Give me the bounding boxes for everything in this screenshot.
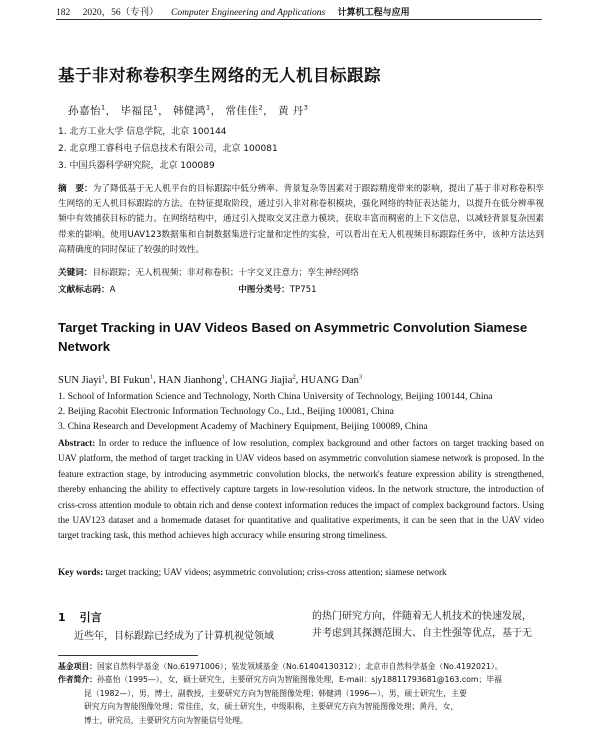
- doc-code-value: A: [109, 285, 116, 295]
- running-header: [56, 4, 410, 18]
- journal-name-zh: 计算机工程与应用: [337, 8, 410, 18]
- abstract-en: [58, 436, 544, 544]
- section-heading: [58, 609, 102, 625]
- affiliation-en: 2. Beijing Racobit Electronic Information Technology Co., Ltd., Beijing 100081, China: [58, 406, 394, 417]
- section-title: 引言: [79, 611, 102, 624]
- author-zh: 孙嘉怡$^1$: [68, 103, 106, 117]
- bio-line: 博士，研究员，主要研究方向为智能信号处理。: [84, 715, 248, 725]
- author-en: BI Fukun$^1$: [109, 373, 154, 386]
- author-zh: 常佳佳$^2$: [225, 103, 264, 117]
- abstract-zh-label: 摘 要：: [58, 184, 93, 194]
- clc-label: 中图分类号：: [238, 285, 290, 295]
- keywords-en: [58, 567, 447, 577]
- page-number: 182: [56, 8, 71, 18]
- author-zh: 韩健鸿$^1$: [172, 103, 211, 117]
- journal-volume: 2020，56（专刊）: [82, 8, 159, 18]
- abstract-zh-text: 为了降低基于无人机平台的目标跟踪中低分辨率、背景复杂等因素对于跟踪精度带来的影响，提出了基于非对称卷积孪生网络的无人机目标跟踪的方法。在特征提取阶段，通过引入非对称卷积模块，强化网络的特征表达能力，以提升在低分辨率视频中有效捕获目标的能力。在网络结构中，通过引入提取交叉注意力模块，获取丰富而稠密的上下文信息，以减轻背景复杂因素带来的影响。使用UAV123数据集和自制数据集进行定量和定性的实验，可以看出在无人机视频目标跟踪任务中，该种方法达到高精确度的同时保证了较强的时效性。: [58, 184, 544, 255]
- funding-note: [58, 660, 544, 673]
- title-en: Target Tracking in UAV Videos Based on Asymmetric Convolution Siamese Network: [58, 320, 528, 354]
- footnote-rule: [58, 655, 198, 656]
- footnotes: [58, 660, 544, 727]
- doc-code-label: 文献标志码：: [58, 285, 110, 295]
- clc-value: TP751: [289, 285, 317, 295]
- author-en: SUN Jiayi$^1$: [58, 373, 105, 386]
- intro-text-right: [312, 608, 532, 642]
- authors-en: SUN Jiayi$^1$, BI Fukun$^1$, HAN Jianhong$^1$, CHANG Jiajia$^2$, HUANG Dan$^3$: [58, 373, 363, 386]
- classification-info: [58, 283, 317, 295]
- author-zh: 毕福昆$^1$: [120, 103, 159, 117]
- author-bio: [58, 673, 544, 727]
- author-en: HUANG Dan$^3$: [300, 373, 363, 386]
- bio-line: 研究方向为智能图像处理；常佳佳，女，硕士研究生，中级职称，主要研究方向为智能图像处理；黄丹，女，: [84, 702, 459, 712]
- bio-label: 作者简介：: [58, 675, 97, 685]
- affiliation-zh: 1. 北方工业大学 信息学院，北京 100144: [58, 127, 227, 137]
- author-en: CHANG Jiajia$^2$: [230, 373, 296, 386]
- bio-line: 昆（1982—），男，博士，副教授，主要研究方向为智能图像处理；韩健鸿（1996—），男，硕士研究生，主要: [84, 688, 467, 698]
- section-number: 1: [58, 611, 66, 624]
- abstract-zh: [58, 182, 544, 258]
- intro-line: 的热门研究方向，伴随着无人机技术的快速发展，: [312, 611, 532, 622]
- author-zh: 黄 丹$^3$: [277, 103, 309, 117]
- abstract-en-text: In order to reduce the influence of low resolution, complex background and other factors on target tracking based on UAV platform, the method of target tracking in UAV videos based on asymmetric convolution siamese network is proposed. In the feature extraction stage, by introducing asymmetric convolution blocks, the network's feature expression ability is strengthened, thereby enhancing the ability to effectively capture targets in low-resolution videos. In the network structure, the introduction of criss-cross attention module to obtain rich and dense context information reduces the impact of complex background factors. Using the UAV123 dataset and a homemade dataset for quantitative and qualitative experiments, it can be seen that in the UAV video target tracking task, this method achieves high accuracy while ensuring strong timeliness.: [58, 438, 544, 541]
- intro-text-left: 近些年，目标跟踪已经成为了计算机视觉领域: [74, 631, 274, 642]
- author-en: HAN Jianhong$^1$: [158, 373, 225, 386]
- authors-zh: 孙嘉怡$^1$， 毕福昆$^1$， 韩健鸿$^1$， 常佳佳$^2$， 黄 丹$^3$: [68, 103, 309, 117]
- keywords-en-text: target tracking; UAV videos; asymmetric convolution; criss-cross attention; siamese network: [105, 567, 447, 577]
- header-rule: [56, 19, 542, 20]
- affiliation-en: 1. School of Information Science and Technology, North China University of Technology, Beijing 100144, China: [58, 391, 493, 402]
- keywords-zh-label: 关键词：: [58, 268, 93, 278]
- keywords-en-label: Key words:: [58, 567, 104, 577]
- affiliation-en: 3. China Research and Development Academy of Machinery Equipment, Beijing 100089, China: [58, 421, 428, 432]
- bio-line: 孙嘉怡（1995—），女，硕士研究生，主要研究方向为智能图像处理，E-mail：sjy18811793681@163.com；毕福: [96, 675, 502, 685]
- intro-line: 并考虑到其探测范围大、自主性强等优点，基于无: [312, 628, 532, 639]
- keywords-zh-text: 目标跟踪；无人机视频；非对称卷积；十字交叉注意力；孪生神经网络: [92, 268, 359, 278]
- affiliation-zh: 2. 北京理工睿科电子信息技术有限公司，北京 100081: [58, 144, 278, 154]
- title-zh: 基于非对称卷积孪生网络的无人机目标跟踪: [58, 66, 381, 85]
- abstract-en-label: Abstract:: [58, 438, 96, 448]
- keywords-zh: [58, 266, 544, 278]
- funding-text: 国家自然科学基金（No.61971006）；装发领域基金（No.61404130312）；北京市自然科学基金（No.4192021）。: [96, 662, 503, 671]
- affiliation-zh: 3. 中国兵器科学研究院，北京 100089: [58, 161, 215, 171]
- funding-label: 基金项目：: [58, 662, 97, 671]
- journal-name-en: Computer Engineering and Applications: [171, 8, 326, 18]
